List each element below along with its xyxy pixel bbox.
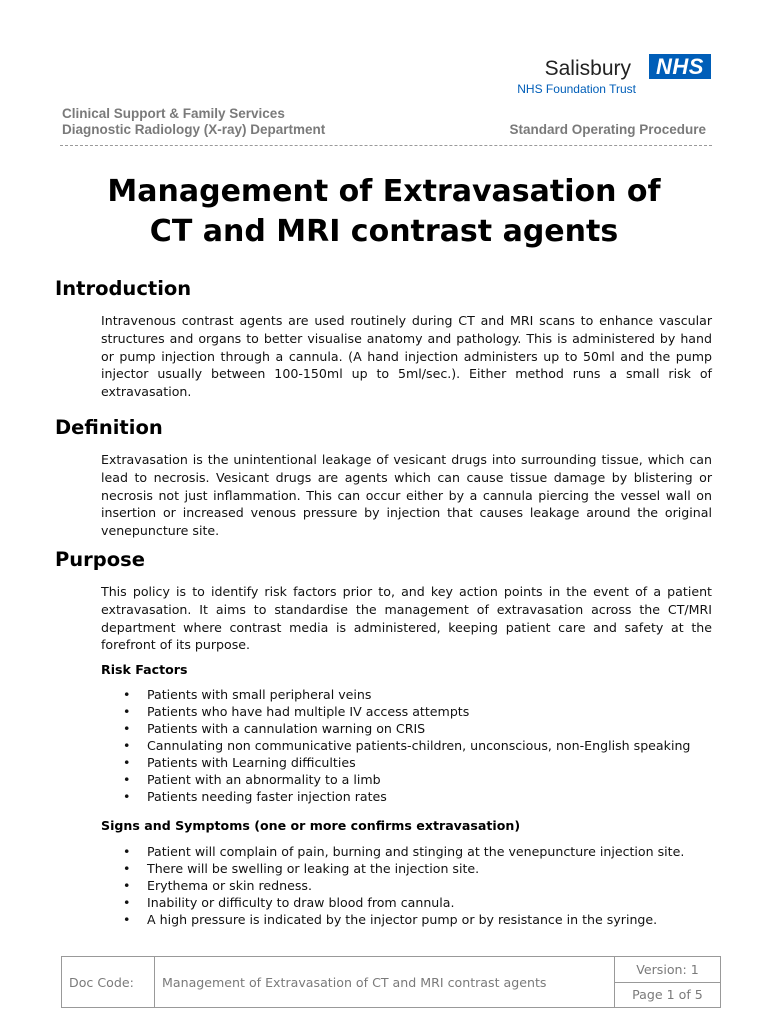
header-division: Clinical Support & Family Services <box>62 106 285 121</box>
introduction-paragraph: Intravenous contrast agents are used routinely during CT and MRI scans to enhance vascular structures and organs to better visualise anatomy and pathology. This is administered by hand or pump injection through a cannula. (A hand injection administers up to 50ml and the pump injector usually between 100-150ml up to 5ml/sec.). Either method runs a small risk of extravasation. <box>101 313 712 400</box>
bullet-icon: • <box>123 755 131 770</box>
list-item: • Patients with Learning difficulties <box>123 755 356 770</box>
bullet-icon: • <box>123 772 131 787</box>
purpose-paragraph: This policy is to identify risk factors prior to, and key action points in the event of a patient extravasation. It aims to standardise the management of extravasation across the CT/MRI department where contrast media is administered, keeping patient care and safety at the forefront of its purpose. <box>101 584 712 653</box>
signs-symptoms-heading: Signs and Symptoms (one or more confirms extravasation) <box>101 818 521 833</box>
bullet-icon: • <box>123 704 131 719</box>
bullet-icon: • <box>123 721 131 736</box>
definition-paragraph: Extravasation is the unintentional leakage of vesicant drugs into surrounding tissue, which can lead to necrosis. Vesicant drugs are agents which can cause tissue damage by blistering or necrosis not just inflammation. This can occur either by a cannula piercing the vessel wall on insertion or increased venous pressure by injection that causes leakage around the original venepuncture site. <box>101 452 712 539</box>
header-divider <box>60 145 712 146</box>
title-line-1: Management of Extravasation of <box>107 174 661 209</box>
list-item: • Patient will complain of pain, burning and stinging at the venepuncture injection site. <box>123 844 685 859</box>
list-item: • Erythema or skin redness. <box>123 878 312 893</box>
page-number: Page 1 of 5 <box>615 982 721 1008</box>
header-department: Diagnostic Radiology (X-ray) Department <box>62 122 326 137</box>
bullet-icon: • <box>123 687 131 702</box>
list-item: • Patients who have had multiple IV access attempts <box>123 704 470 719</box>
footer-doc-title: Management of Extravasation of CT and MRI contrast agents <box>155 957 615 1008</box>
bullet-icon: • <box>123 895 131 910</box>
bullet-icon: • <box>123 861 131 876</box>
list-item: • There will be swelling or leaking at the injection site. <box>123 861 480 876</box>
logo-trust-name: Salisbury <box>544 57 631 80</box>
bullet-icon: • <box>123 912 131 927</box>
risk-factors-list <box>101 686 721 805</box>
nhs-logo <box>481 53 711 97</box>
introduction-heading: Introduction <box>55 277 192 300</box>
title-line-2: CT and MRI contrast agents <box>149 214 619 249</box>
purpose-heading: Purpose <box>55 548 145 571</box>
header-department-block <box>62 106 325 138</box>
doc-code-label: Doc Code: <box>62 957 155 1008</box>
nhs-badge: NHS <box>649 54 711 79</box>
header-doc-type: Standard Operating Procedure <box>509 122 706 137</box>
list-item: • Patients needing faster injection rates <box>123 789 387 804</box>
bullet-icon: • <box>123 844 131 859</box>
signs-symptoms-list <box>101 843 721 928</box>
footer-table <box>61 956 721 1008</box>
bullet-icon: • <box>123 789 131 804</box>
list-item: • A high pressure is indicated by the injector pump or by resistance in the syringe. <box>123 912 658 927</box>
list-item: • Patients with a cannulation warning on CRIS <box>123 721 426 736</box>
risk-factors-heading: Risk Factors <box>101 662 188 677</box>
document-title <box>50 172 718 252</box>
version-number: Version: 1 <box>615 957 721 983</box>
list-item: • Cannulating non communicative patients-children, unconscious, non-English speaking <box>123 738 691 753</box>
definition-heading: Definition <box>55 416 163 439</box>
list-item: • Patient with an abnormality to a limb <box>123 772 381 787</box>
list-item: • Inability or difficulty to draw blood from cannula. <box>123 895 455 910</box>
bullet-icon: • <box>123 878 131 893</box>
logo-trust-subtitle: NHS Foundation Trust <box>517 82 636 96</box>
bullet-icon: • <box>123 738 131 753</box>
list-item: • Patients with small peripheral veins <box>123 687 372 702</box>
